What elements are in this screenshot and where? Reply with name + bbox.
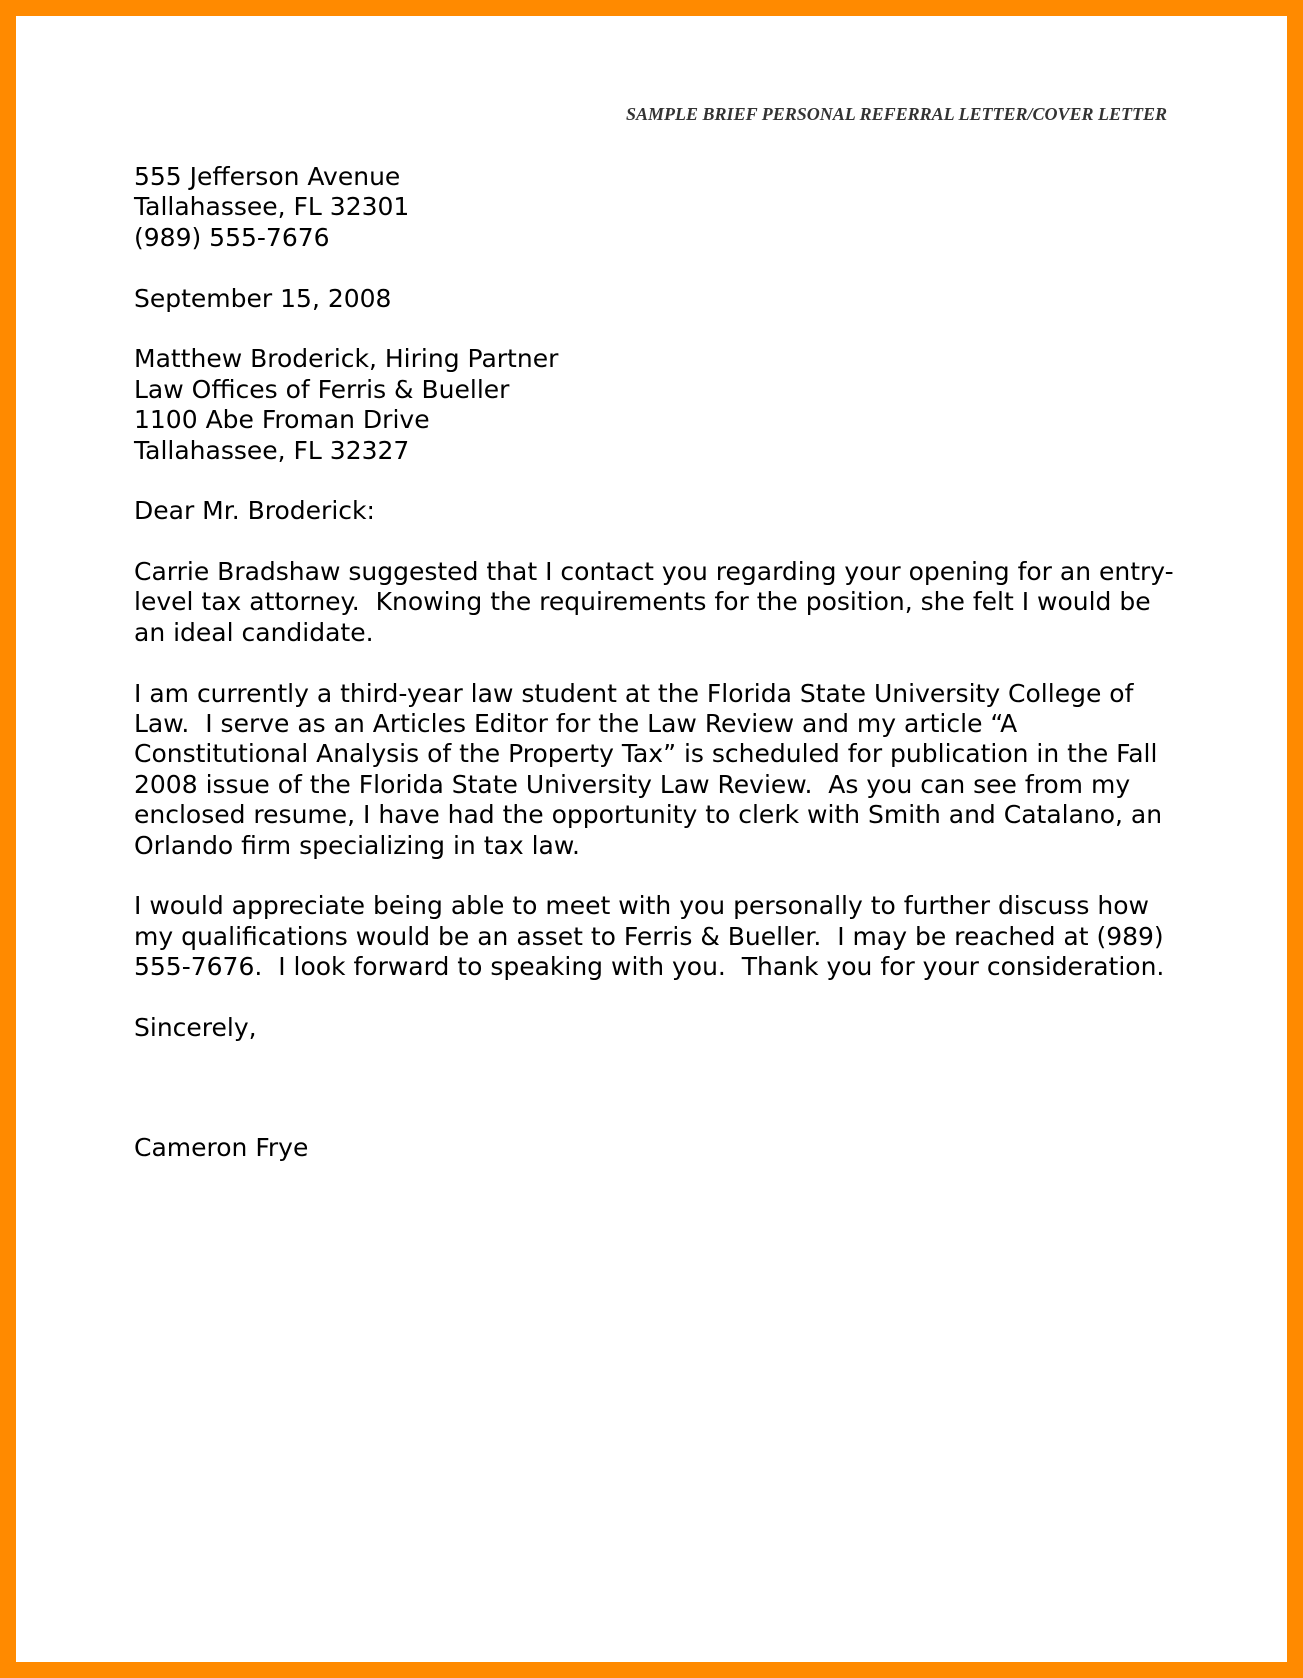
document-header-title: SAMPLE BRIEF PERSONAL REFERRAL LETTER/COVER LETTER	[626, 104, 1167, 124]
paragraph-line: 555-7676. I look forward to speaking with you. Thank you for your consideration.	[134, 952, 1165, 982]
paragraph-line: an ideal candidate.	[134, 617, 374, 647]
salutation: Dear Mr. Broderick:	[134, 496, 375, 526]
paragraph-line: Constitutional Analysis of the Property Tax” is scheduled for publication in the Fall	[134, 739, 1158, 769]
paragraph-line: Carrie Bradshaw suggested that I contact you regarding your opening for an entry-	[134, 557, 1174, 587]
paragraph-line: 2008 issue of the Florida State University Law Review. As you can see from my	[134, 769, 1131, 799]
sender-address-line: (989) 555-7676	[134, 222, 330, 252]
recipient-address-line: Law Offices of Ferris & Bueller	[134, 374, 510, 404]
paragraph-line: my qualifications would be an asset to Ferris & Bueller. I may be reached at (989)	[134, 921, 1164, 951]
paragraph-closing-request	[134, 891, 1214, 982]
recipient-address	[134, 344, 1214, 466]
paragraph-line: Orlando firm specializing in tax law.	[134, 830, 580, 860]
recipient-address-line: Matthew Broderick, Hiring Partner	[134, 344, 559, 374]
sender-address	[134, 162, 1214, 253]
paragraph-line: I would appreciate being able to meet with you personally to further discuss how	[134, 891, 1149, 921]
recipient-address-line: Tallahassee, FL 32327	[134, 435, 410, 465]
paragraph-background	[134, 679, 1214, 861]
sender-address-line: Tallahassee, FL 32301	[134, 192, 410, 222]
paragraph-line: enclosed resume, I have had the opportunity to clerk with Smith and Catalano, an	[134, 800, 1163, 830]
closing: Sincerely,	[134, 1012, 257, 1042]
paragraph-line: Law. I serve as an Articles Editor for the Law Review and my article “A	[134, 709, 1018, 739]
signature-name: Cameron Frye	[134, 1133, 309, 1163]
paragraph-line: level tax attorney. Knowing the requirements for the position, she felt I would be	[134, 587, 1151, 617]
letter-body	[134, 162, 1214, 1164]
recipient-address-line: 1100 Abe Froman Drive	[134, 405, 430, 435]
paragraph-line: I am currently a third-year law student at the Florida State University College of	[134, 678, 1134, 708]
paragraph-referral	[134, 557, 1214, 648]
letter-date: September 15, 2008	[134, 283, 392, 313]
sender-address-line: 555 Jefferson Avenue	[134, 162, 401, 191]
